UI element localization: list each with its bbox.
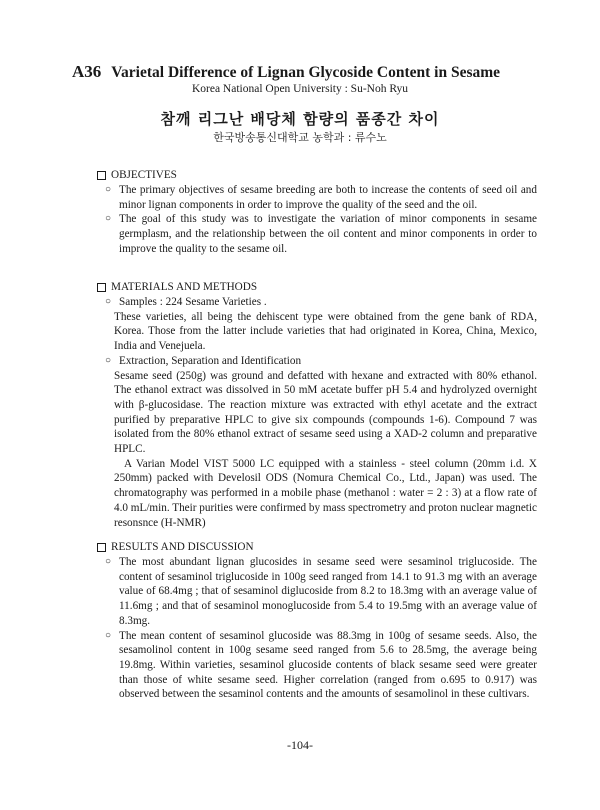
results-section — [97, 540, 537, 702]
list-item — [97, 555, 537, 629]
page-number: -104- — [287, 738, 313, 752]
section-heading-text: RESULTS AND DISCUSSION — [111, 541, 254, 554]
checkbox-square-icon — [97, 283, 106, 292]
korean-affiliation: 한국방송통신대학교 농학과 : 류수노 — [213, 131, 387, 144]
circle-bullet-icon: ○ — [105, 184, 112, 195]
extraction-label: Extraction, Separation and Identification — [119, 354, 302, 367]
checkbox-square-icon — [97, 171, 106, 180]
samples-label: Samples : 224 Sesame Varieties . — [119, 296, 267, 308]
list-item — [97, 295, 537, 310]
objective-text: The primary objectives of sesame breeding are both to increase the contents of seed oil and minor lignan components in order to improve the quality of the seed and the oil. — [119, 184, 537, 211]
section-heading-text: OBJECTIVES — [111, 169, 177, 182]
paper-title: Varietal Difference of Lignan Glycoside Content in Sesame — [111, 64, 501, 81]
list-item — [97, 183, 537, 212]
checkbox-square-icon — [97, 543, 106, 552]
title-row — [72, 62, 542, 82]
objective-text: The goal of this study was to investigate the variation of minor components in sesame germplasm, and the relationship between the oil content and minor components in order to improve the quality to the sesame oil. — [119, 213, 537, 255]
hplc-text: A Varian Model VIST 5000 LC equipped with a stainless - steel column (20mm i.d. X 250mm) packed with Develosil ODS (Nomura Chemical Co., Ltd., Japan) was used. The chromatography was performed in a mobile phase (methanol : water = 2 : 3) at a flow rate of 4.0 mL/min. Their purities were confirmed by mass spectrometry and proton nuclear magnetic resonsnce (H-NMR) — [114, 457, 537, 529]
objectives-section — [97, 168, 537, 257]
methods-section — [97, 280, 537, 530]
results-heading — [97, 540, 537, 555]
korean-title: 참깨 리그난 배당체 함량의 품종간 차이 — [160, 110, 440, 128]
list-item — [97, 212, 537, 256]
abstract-id: A36 — [72, 62, 102, 81]
samples-text: These varieties, all being the dehiscent type were obtained from the gene bank of RDA, Korea. Those from the latter include varieties that had originated in Korea, China, Mexico, India and Venejuela. — [114, 310, 537, 353]
extraction-text: Sesame seed (250g) was ground and defatted with hexane and extracted with 80% ethanol. The ethanol extract was dissolved in 50 mM acetate buffer pH 5.4 and hydrolyzed overnight with β-glucosidase. The reaction mixture was extracted with ethyl acetate and the extract purified by preparative HPLC to give six compounds (compounds 1-6). Compound 7 was isolated from the 80% ethanol extract of sesame seed using a XAD-2 column and preparative HPLC. — [114, 369, 537, 456]
list-item — [97, 354, 537, 369]
section-heading-text: MATERIALS AND METHODS — [111, 281, 258, 294]
circle-bullet-icon: ○ — [105, 629, 112, 641]
objectives-heading — [97, 168, 537, 183]
result-text: The most abundant lignan glucosides in sesame seed were sesaminol triglucoside. The content of sesaminol triglucoside in 100g seed ranged from 14.1 to 91.3 mg with an average value of 68.4mg ; that of sesaminol diglucoside from 8.2 to 18.3mg with an average value of 11.6mg ; and that of sesaminol monoglucoside from 5.4 to 19.5mg with an average value of 8.3mg. — [119, 556, 537, 627]
circle-bullet-icon: ○ — [105, 213, 112, 225]
circle-bullet-icon: ○ — [105, 354, 112, 366]
list-item — [97, 629, 537, 703]
circle-bullet-icon: ○ — [105, 556, 112, 567]
methods-heading — [97, 280, 537, 295]
result-text: The mean content of sesaminol glucoside was 88.3mg in 100g of sesame seeds. Also, the sesamolinol content in 100g sesame seed ranged from 5.6 to 28.5mg, the average being 19.8mg. Within varieties, sesaminol glucoside contents of black sesame seed were greater than those of white sesame seed. Higher correlation (ranged from o.695 to 0.917) was observed between the sesaminol contents and the amounts of sesamolinol in these cultivars. — [119, 629, 537, 701]
affiliation: Korea National Open University : Su-Noh Ryu — [191, 83, 409, 95]
circle-bullet-icon: ○ — [105, 296, 112, 307]
